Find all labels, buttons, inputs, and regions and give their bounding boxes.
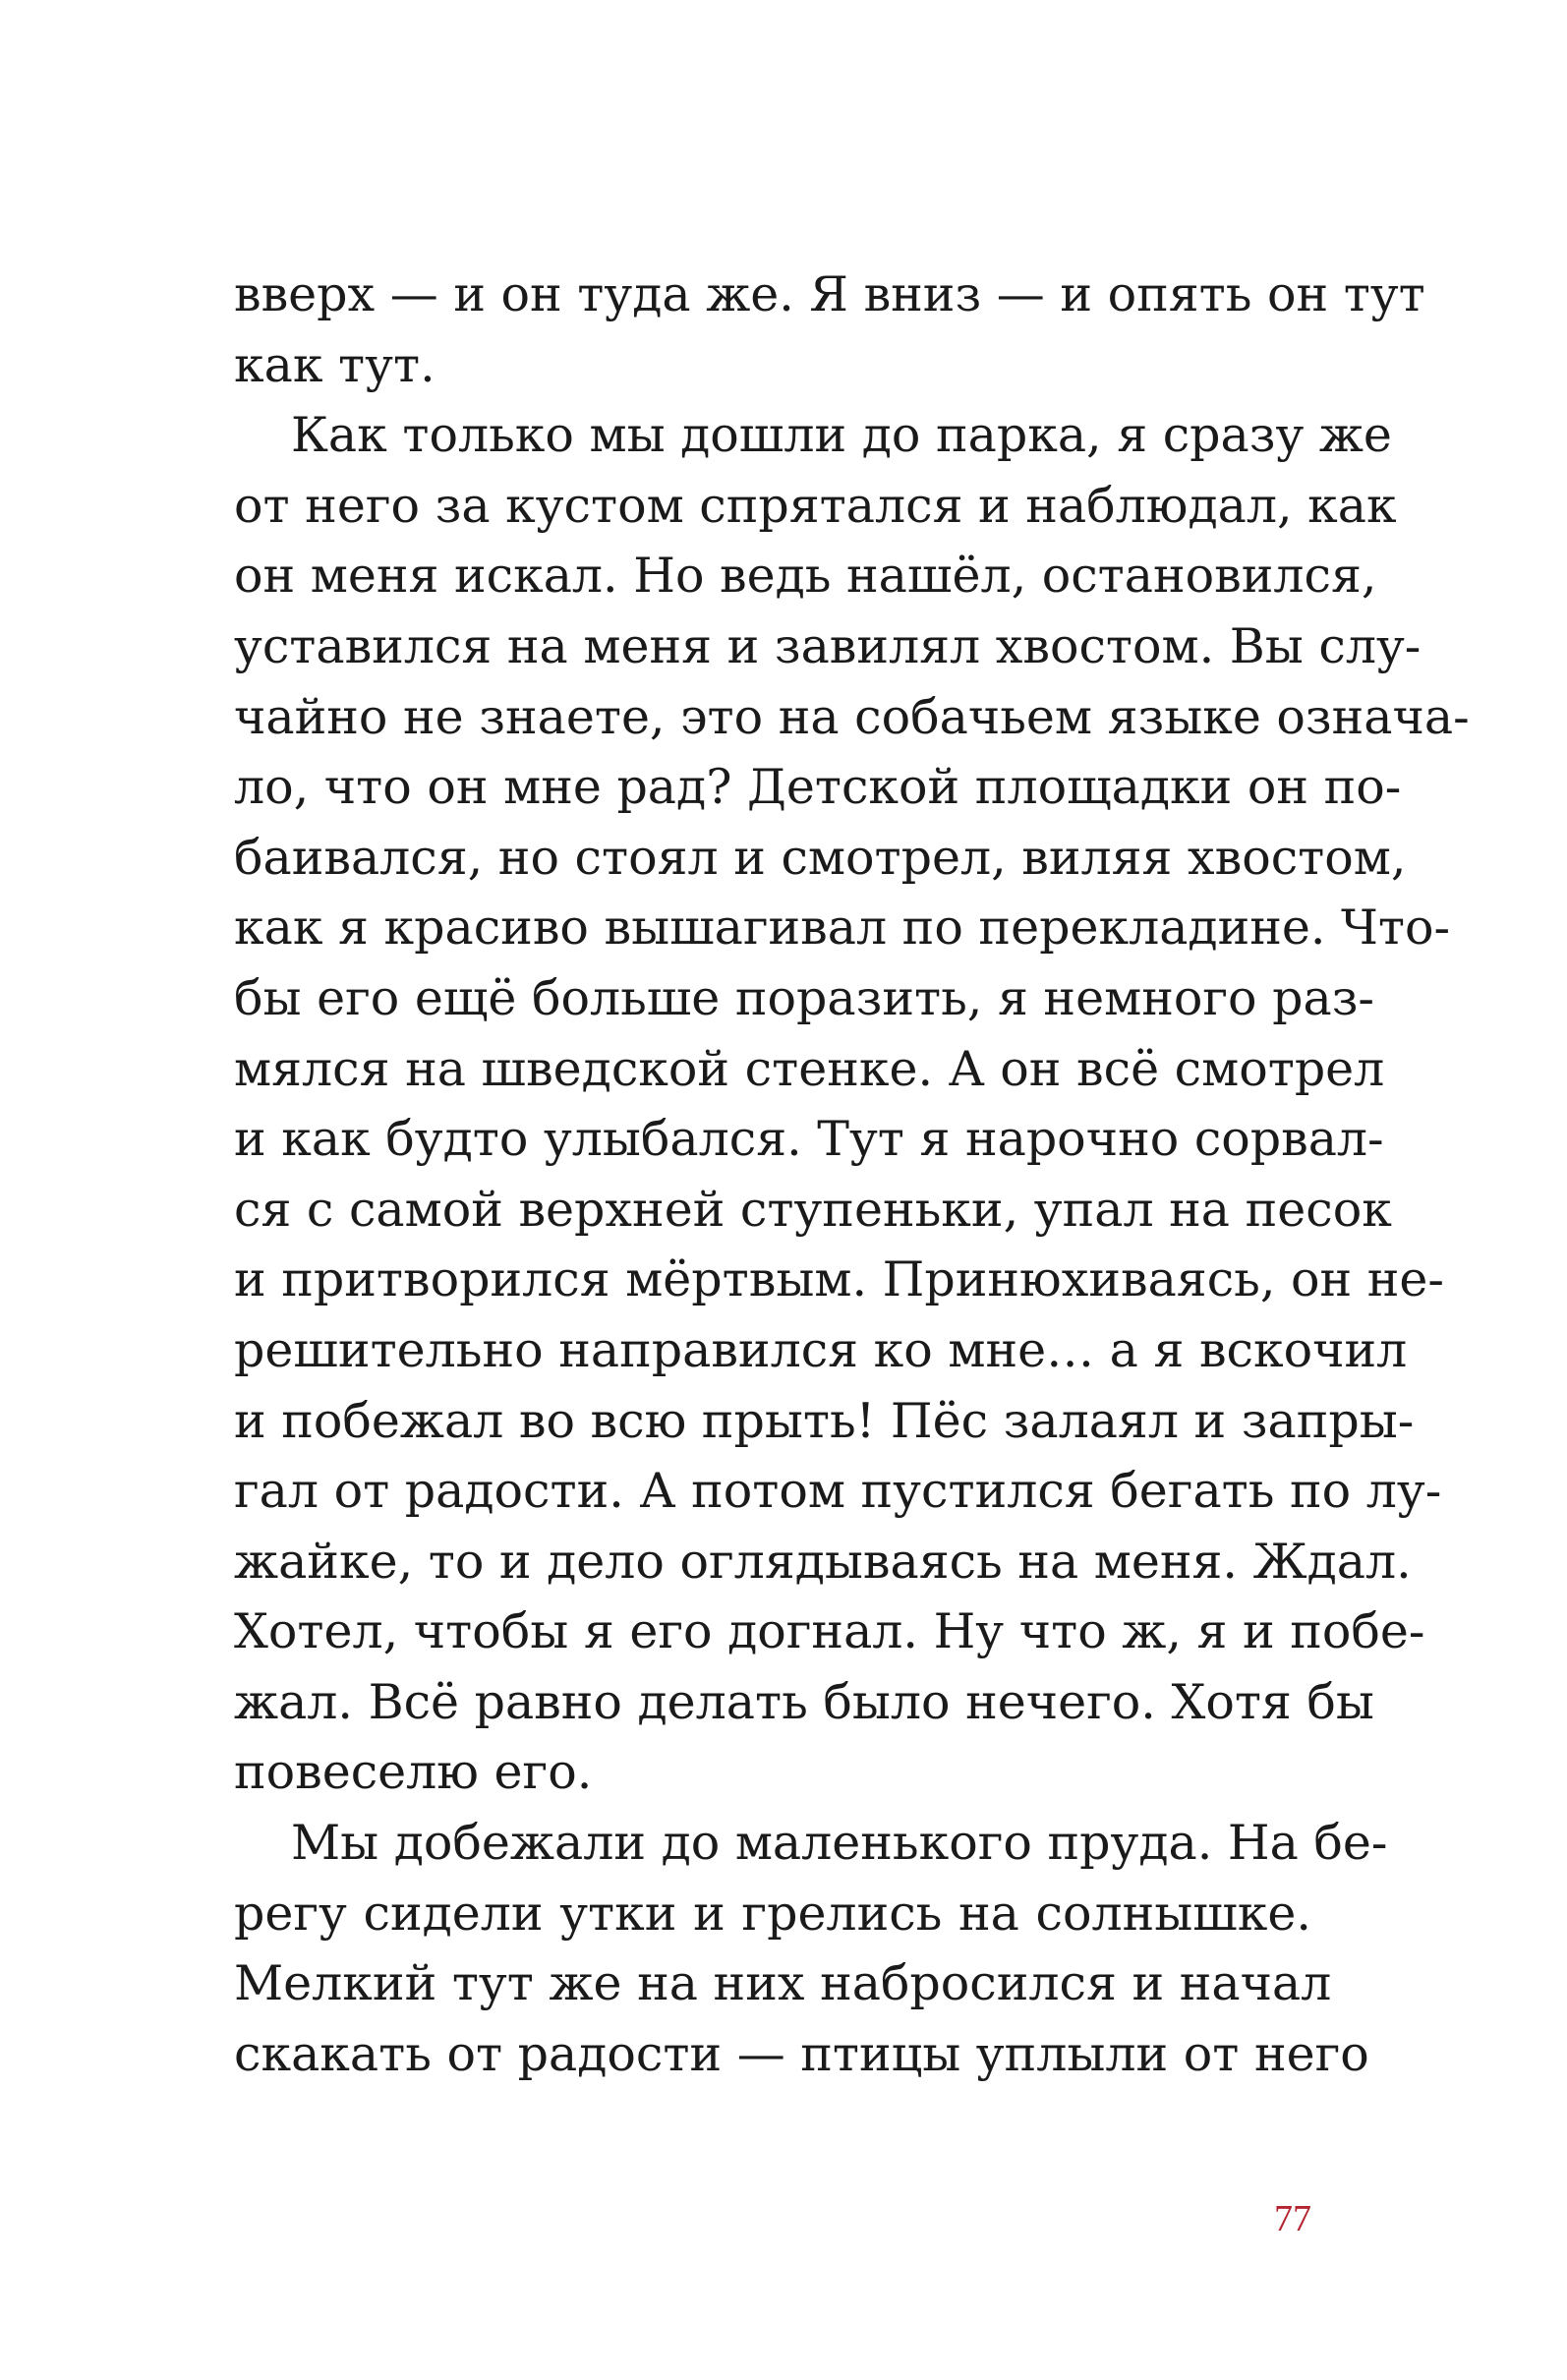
text-line: ся с самой верхней ступеньки, упал на песок	[234, 1181, 1392, 1238]
text-line: и побежал во всю прыть! Пёс залаял и запры-	[234, 1392, 1415, 1449]
text-line: уставился на меня и завилял хвостом. Вы слу-	[234, 617, 1422, 674]
text-line: решительно направился ко мне… а я вскочил	[234, 1321, 1408, 1378]
text-line: гал от радости. А потом пустился бегать по лу-	[234, 1463, 1442, 1520]
text-line: и как будто улыбался. Тут я нарочно сорвал-	[234, 1111, 1384, 1168]
text-line: и притворился мёртвым. Принюхиваясь, он не-	[234, 1251, 1444, 1308]
text-line: бы его ещё больше поразить, я немного раз-	[234, 969, 1374, 1026]
text-line: Мы добежали до маленького пруда. На бе-	[291, 1815, 1388, 1872]
text-line: Хотел, чтобы я его догнал. Ну что ж, я и побе-	[234, 1603, 1425, 1660]
text-line: как я красиво вышагивал по перекладине. Что-	[234, 900, 1451, 957]
text-line: регу сидели утки и грелись на солнышке.	[234, 1885, 1311, 1942]
text-line: мялся на шведской стенке. А он всё смотрел	[234, 1040, 1385, 1097]
page-number: 77	[1274, 2198, 1311, 2239]
text-line: как тут.	[234, 336, 435, 393]
text-line: вверх — и он туда же. Я вниз — и опять он тут	[234, 266, 1425, 322]
text-line: повеселю его.	[234, 1744, 593, 1801]
text-line: жал. Всё равно делать было нечего. Хотя бы	[234, 1673, 1374, 1730]
body-text	[234, 260, 1470, 2089]
text-line: Мелкий тут же на них набросился и начал	[234, 1955, 1332, 2012]
text-line: баивался, но стоял и смотрел, виляя хвостом,	[234, 829, 1407, 886]
text-line: чайно не знаете, это на собачьем языке означа-	[234, 688, 1470, 745]
text-line: он меня искал. Но ведь нашёл, остановился,	[234, 548, 1377, 605]
text-line: жайке, то и дело оглядываясь на меня. Ждал.	[234, 1533, 1412, 1590]
text-line: Как только мы дошли до парка, я сразу же	[291, 407, 1392, 464]
text-line: скакать от радости — птицы уплыли от него	[234, 2025, 1369, 2082]
text-line: от него за кустом спрятался и наблюдал, как	[234, 477, 1397, 534]
text-line: ло, что он мне рад? Детской площадки он по-	[234, 759, 1402, 816]
